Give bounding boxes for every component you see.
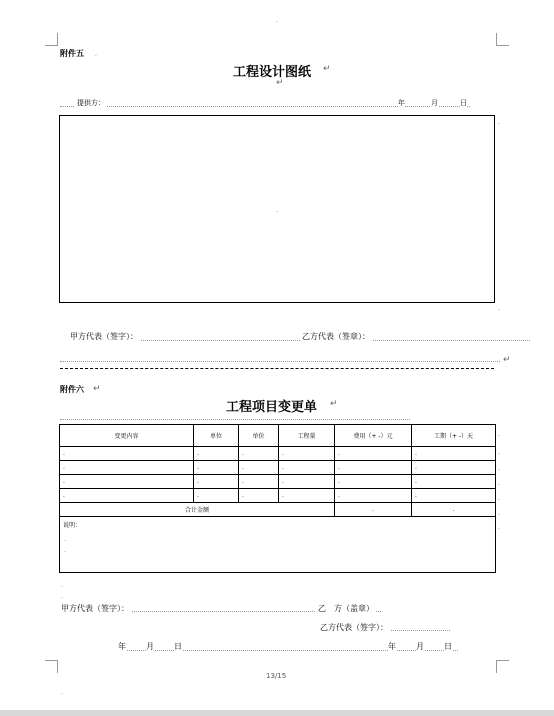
table-cell[interactable]: . [279, 447, 335, 461]
separator-dashed [60, 368, 494, 369]
total-cost-cell[interactable]: . [335, 503, 412, 517]
paragraph-mark: . [64, 536, 66, 543]
paragraph-mark: . [498, 510, 500, 517]
paragraph-mark: . [498, 449, 500, 456]
provider-leader-line [60, 106, 470, 107]
bottom-party-b-seal-label: 乙 方（盖章） [318, 604, 374, 613]
table-cell[interactable]: . [335, 489, 412, 503]
page-current: 13 [266, 672, 275, 680]
total-amount-label: 合计金额 [60, 503, 335, 517]
note-label: 说明： [63, 522, 82, 529]
header-cost: 费用（+ -）元 [335, 425, 412, 447]
bottom-year-b: 年 [388, 642, 396, 651]
separator-dotted [60, 361, 500, 362]
paragraph-mark: . [498, 431, 500, 438]
table-cell[interactable]: . [239, 489, 279, 503]
page-number [266, 672, 286, 680]
paragraph-mark: . [276, 17, 278, 24]
header-duration: 工期（+ -）天 [412, 425, 496, 447]
table-cell[interactable]: . [60, 461, 194, 475]
party-a-signature-label: 甲方代表（签字）： [70, 332, 138, 341]
table-cell[interactable]: . [60, 447, 194, 461]
paragraph-mark: . [276, 207, 278, 214]
bottom-party-b-rep-label: 乙方代表（签字）： [320, 623, 388, 632]
enter-mark: ↵ [93, 384, 101, 394]
paragraph-mark: . [498, 480, 500, 487]
bottom-date-leader [118, 650, 458, 651]
paragraph-mark: . [498, 305, 500, 312]
paragraph-mark: . [61, 689, 63, 696]
header-unit: 单位 [194, 425, 239, 447]
annex5-label: 附件五 [60, 49, 84, 58]
annex6-label: 附件六 [60, 385, 84, 394]
table-cell[interactable]: . [239, 461, 279, 475]
change-order-table [59, 424, 496, 573]
enter-mark: ↵ [330, 399, 338, 409]
total-row [60, 503, 496, 517]
table-cell[interactable]: . [239, 475, 279, 489]
header-change-content: 变更内容 [60, 425, 194, 447]
table-cell[interactable]: . [194, 447, 239, 461]
table-row [60, 489, 496, 503]
note-row [60, 517, 496, 573]
provider-label: 提供方： [77, 99, 105, 107]
table-header-row [60, 425, 496, 447]
table-cell[interactable]: . [60, 475, 194, 489]
party-b-signature-label: 乙方代表（签章）： [302, 332, 370, 341]
page-bottom-edge [0, 710, 554, 716]
table-cell[interactable]: . [335, 475, 412, 489]
paragraph-mark: . [498, 524, 500, 531]
table-cell[interactable]: . [194, 461, 239, 475]
bottom-party-a-label: 甲方代表（签字）： [61, 604, 129, 613]
table-row [60, 475, 496, 489]
table-cell[interactable]: . [239, 447, 279, 461]
page-total: 15 [277, 672, 287, 680]
enter-mark: ↵ [276, 78, 284, 88]
table-cell[interactable]: . [412, 447, 496, 461]
note-cell[interactable] [60, 517, 496, 573]
table-cell[interactable]: . [279, 461, 335, 475]
date-day: 日 [460, 99, 467, 107]
bottom-month-a: 月 [146, 642, 154, 651]
table-cell[interactable]: . [279, 489, 335, 503]
paragraph-mark: . [498, 465, 500, 472]
table-cell[interactable]: . [412, 461, 496, 475]
table-cell[interactable]: . [194, 489, 239, 503]
table-cell[interactable]: . [412, 489, 496, 503]
header-quantity: 工程量 [279, 425, 335, 447]
paragraph-mark: . [95, 51, 97, 58]
paragraph-mark: . [61, 582, 63, 589]
table-cell[interactable]: . [60, 489, 194, 503]
paragraph-mark: . [498, 495, 500, 502]
date-year: 年 [398, 99, 405, 107]
date-month: 月 [431, 99, 438, 107]
bottom-day-b: 日 [444, 642, 452, 651]
total-duration-cell[interactable]: . [412, 503, 496, 517]
bottom-month-b: 月 [416, 642, 424, 651]
annex5-title: 工程设计图纸 [233, 65, 312, 80]
paragraph-mark: . [64, 547, 66, 554]
paragraph-mark: . [498, 119, 500, 126]
table-cell[interactable]: . [335, 447, 412, 461]
table-cell[interactable]: . [279, 475, 335, 489]
page-separator: / [274, 672, 278, 680]
header-unit-price: 单价 [239, 425, 279, 447]
bottom-day-a: 日 [174, 642, 182, 651]
crop-mark-top-left [45, 33, 58, 46]
table-cell[interactable]: . [412, 475, 496, 489]
paragraph-mark: . [61, 593, 63, 600]
table-row [60, 461, 496, 475]
enter-mark: ↵ [323, 64, 331, 74]
crop-mark-top-right [496, 33, 509, 46]
table-cell[interactable]: . [335, 461, 412, 475]
annex6-title: 工程项目变更单 [226, 400, 318, 415]
table-cell[interactable]: . [194, 475, 239, 489]
enter-mark: ↵ [503, 355, 511, 365]
crop-mark-bottom-left [45, 660, 58, 673]
table-top-dotted [60, 419, 410, 420]
crop-mark-bottom-right [496, 660, 509, 673]
table-row [60, 447, 496, 461]
bottom-year-a: 年 [118, 642, 126, 651]
